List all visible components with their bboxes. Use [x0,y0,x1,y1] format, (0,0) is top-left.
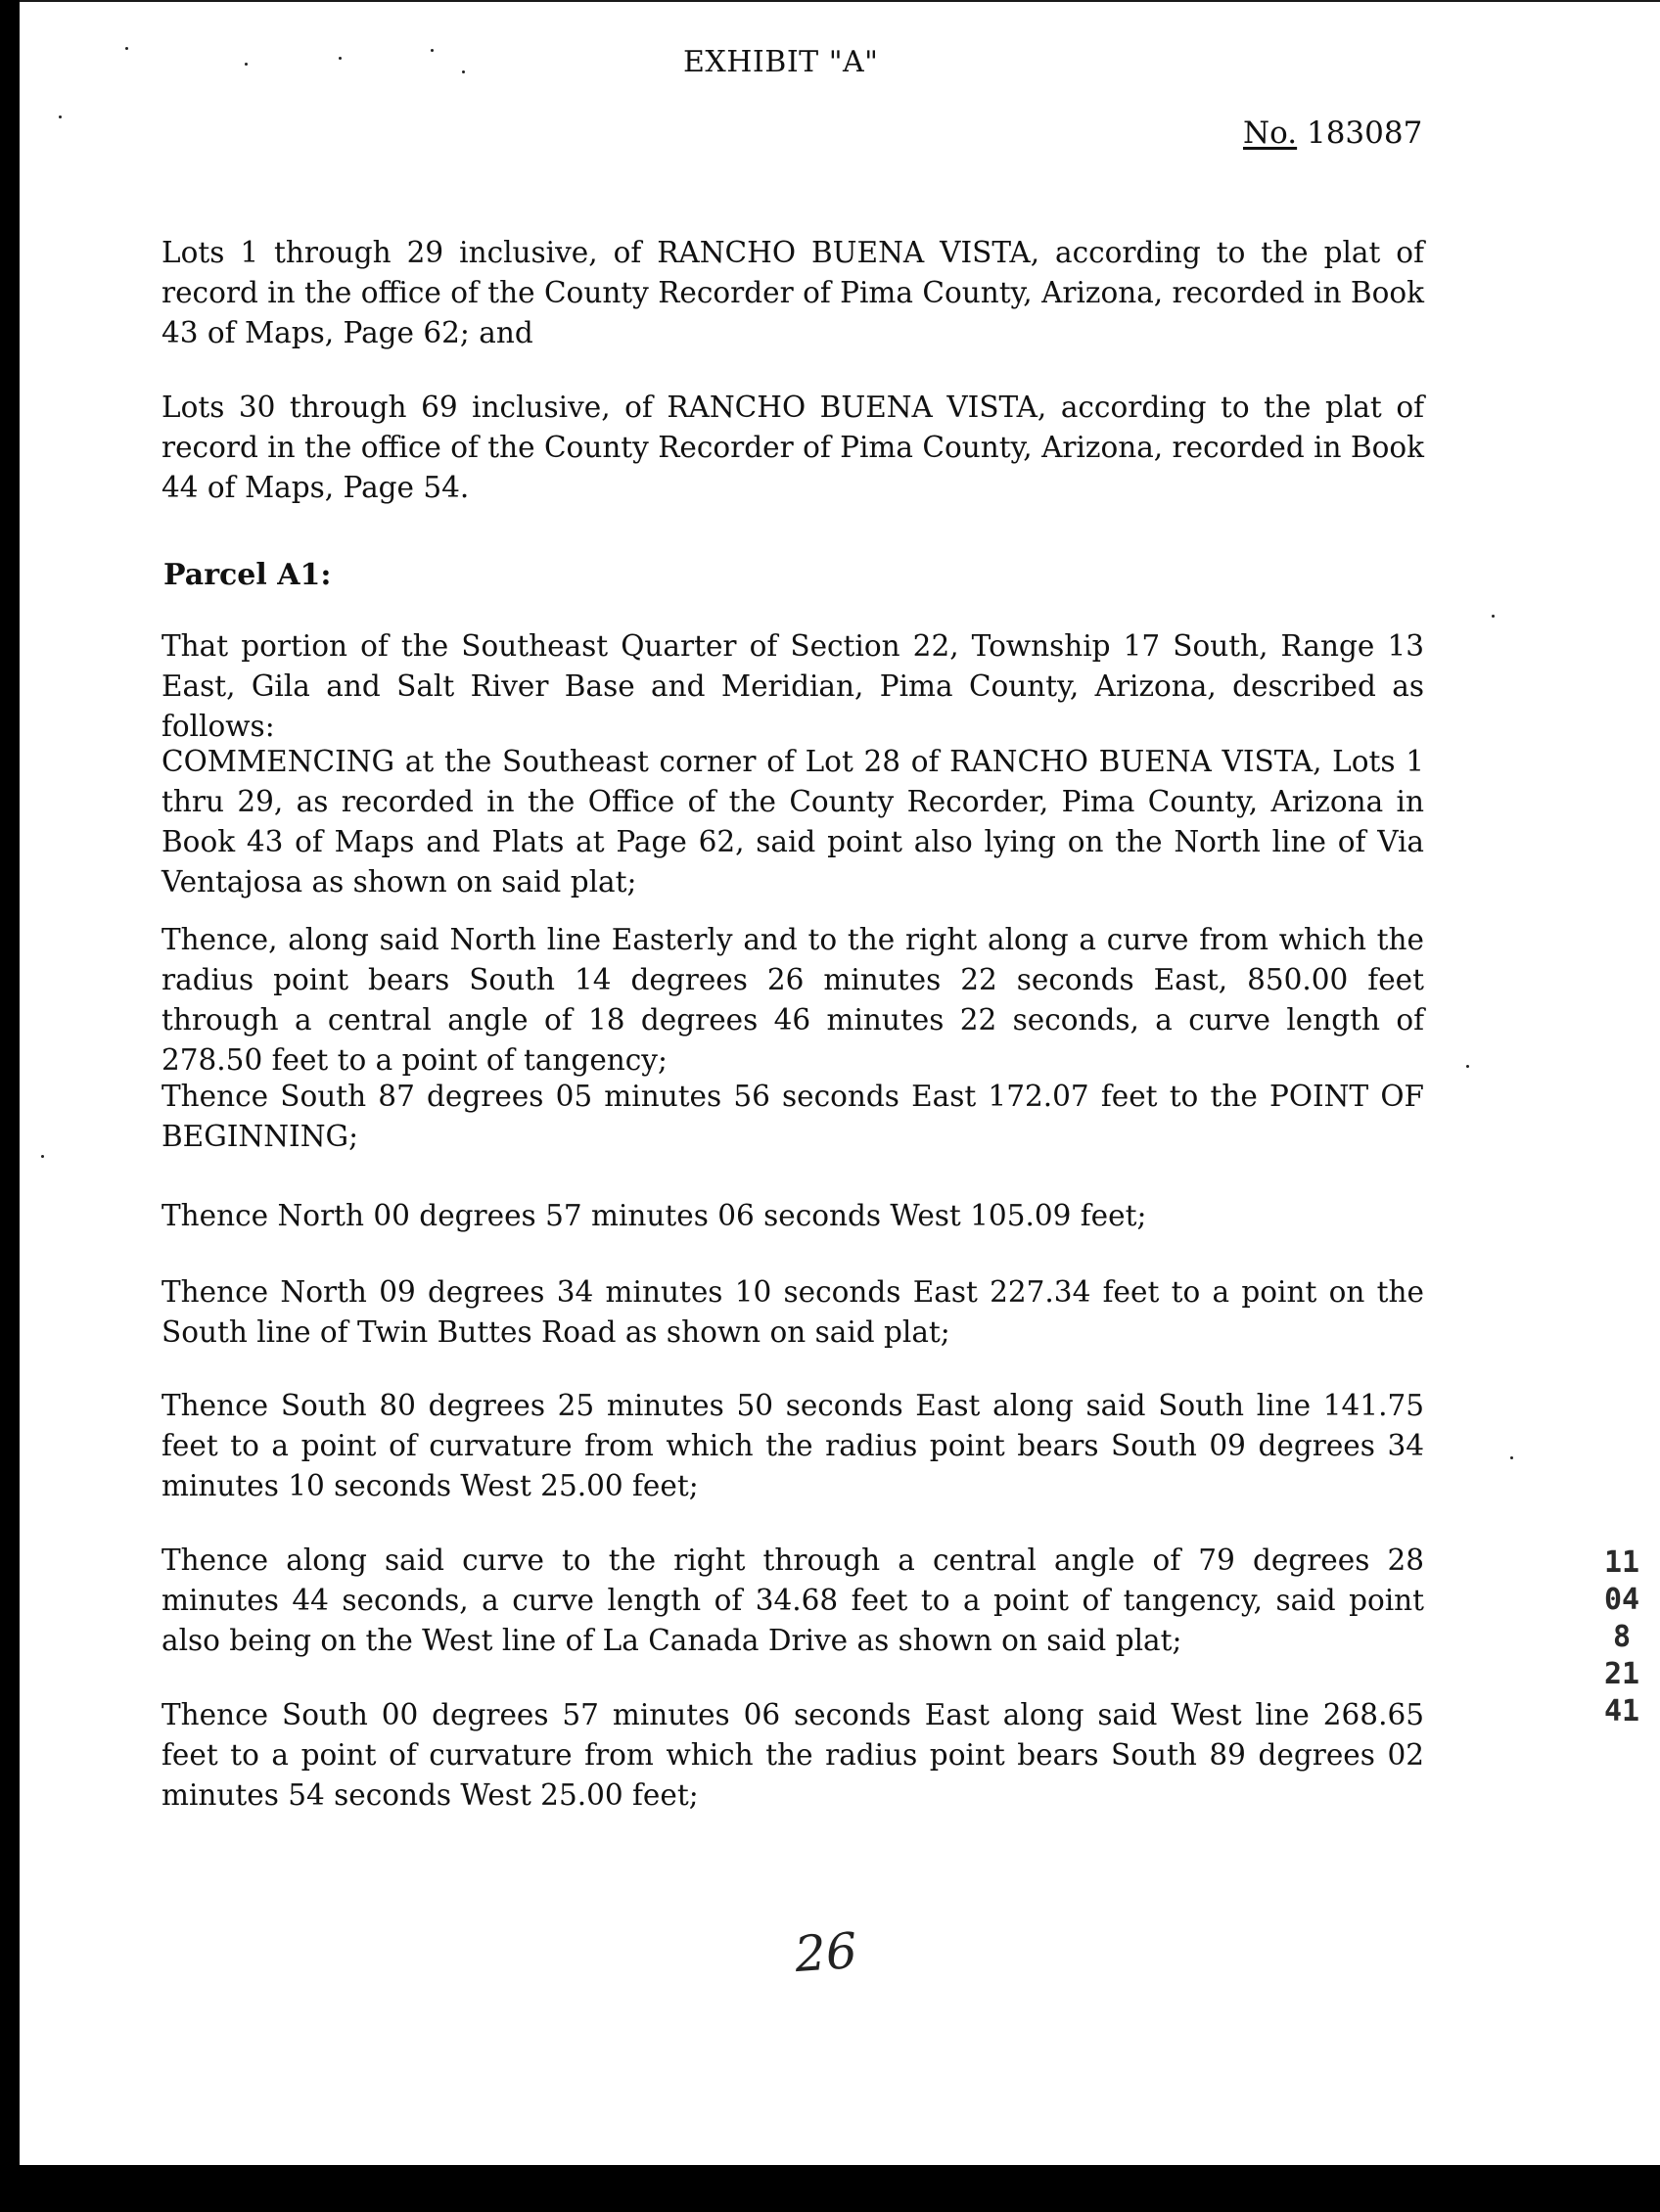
scan-speck [339,57,342,60]
course-paragraph-4: Thence North 09 degrees 34 minutes 10 seconds East 227.34 feet to a point on the South line of Twin Buttes Road as shown on said plat; [161,1275,1424,1349]
parcel-description: That portion of the Southeast Quarter of Section 22, Township 17 South, Range 13 East, Gila and Salt River Base and Meridian, Pima County, Arizona, described as follows: [161,629,1424,743]
lots-paragraph-2: Lots 30 through 69 inclusive, of RANCHO BUENA VISTA, according to the plat of record in the office of the County Recorder of Pima County, Arizona, recorded in Book 44 of Maps, Page 54. [161,391,1424,504]
course-paragraph-2: Thence South 87 degrees 05 minutes 56 seconds East 172.07 feet to the POINT OF BEGINNING; [161,1080,1424,1153]
document-number [1243,115,1422,151]
course-paragraph-6: Thence along said curve to the right through a central angle of 79 degrees 28 minutes 44 seconds, a curve length of 34.68 feet to a point of tangency, said point also being on the West line of La Canada Drive as shown on said plat; [161,1544,1424,1657]
course-paragraph-5: Thence South 80 degrees 25 minutes 50 seconds East along said South line 141.75 feet to a point of curvature from which the radius point bears South 09 degrees 34 minutes 10 seconds West 25.00 feet; [161,1389,1424,1502]
scan-speck [431,49,434,52]
course-paragraph-7: Thence South 00 degrees 57 minutes 06 seconds East along said West line 268.65 feet to a point of curvature from which the radius point bears South 89 degrees 02 minutes 54 seconds West 25.00 feet; [161,1698,1424,1812]
scan-speck [1510,1456,1513,1459]
scan-speck [1492,615,1495,618]
page-bottom-band [0,2165,1660,2212]
lots-paragraph-1: Lots 1 through 29 inclusive, of RANCHO BUENA VISTA, according to the plat of record in the office of the County Recorder of Pima County, Arizona, recorded in Book 43 of Maps, Page 62; and [161,236,1424,349]
scan-speck [125,47,128,50]
parcel-heading: Parcel A1: [163,558,332,592]
scan-speck [41,1155,44,1158]
scan-speck [59,115,62,118]
page-top-border [0,0,1660,2]
page-left-border [0,0,20,2165]
commencing-paragraph: COMMENCING at the Southeast corner of Lot 28 of RANCHO BUENA VISTA, Lots 1 thru 29, as recorded in the Office of the County Recorder, Pima County, Arizona in Book 43 of Maps and Plats at Page 62, said point also lying on the North line of Via Ventajosa as shown on said plat; [161,745,1424,899]
course-paragraph-3: Thence North 00 degrees 57 minutes 06 seconds West 105.09 feet; [161,1199,1147,1232]
scan-speck [462,70,465,73]
document-number-label: No. [1243,115,1298,151]
exhibit-title: EXHIBIT "A" [683,45,879,79]
scan-speck [1466,1065,1469,1068]
course-paragraph-1: Thence, along said North line Easterly and to the right along a curve from which the radius point bears South 14 degrees 26 minutes 22 seconds East, 850.00 feet through a central angle of 18 degrees 46 minutes 22 seconds, a curve length of 278.50 feet to a point of tangency; [161,923,1424,1077]
scan-speck [245,63,248,66]
recording-stamp: 11048 2141 [1603,1545,1649,1728]
handwritten-page-number: 26 [793,1921,859,1984]
document-number-value: 183087 [1306,115,1423,151]
